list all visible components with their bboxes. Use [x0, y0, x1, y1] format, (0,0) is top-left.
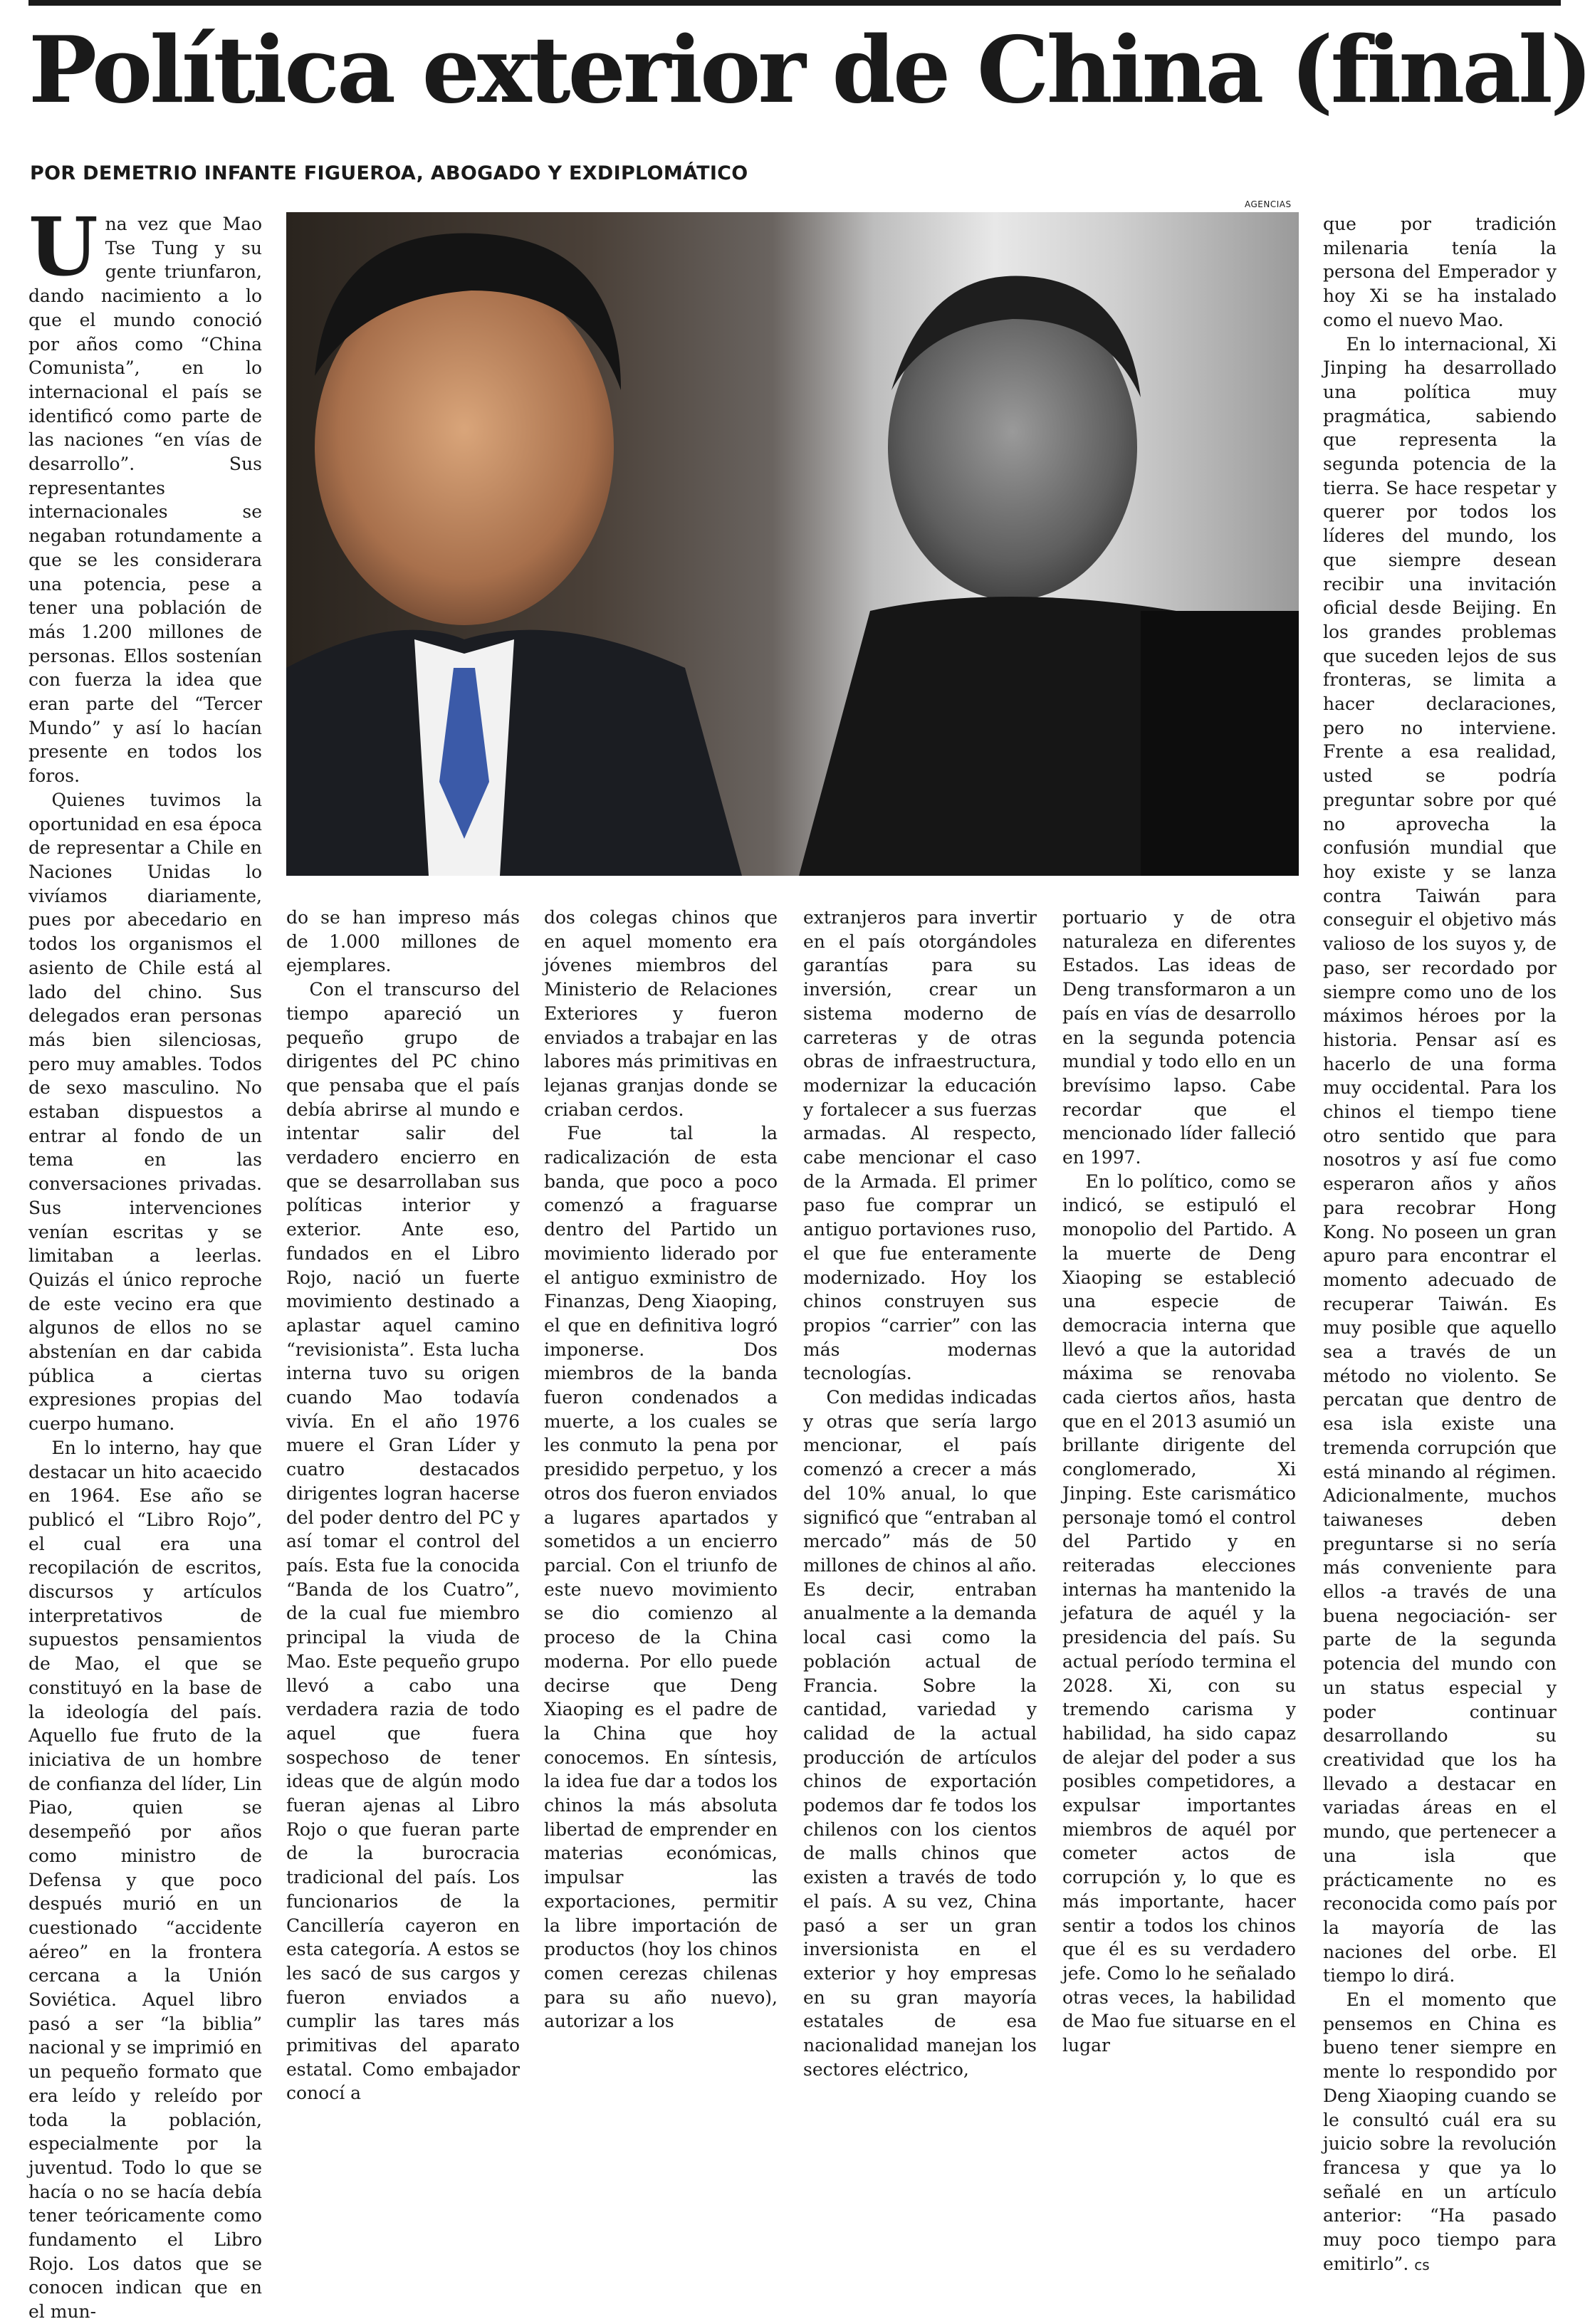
closing-paragraph-text: En el momento que pensemos en China es bueno tener siempre en mente lo respondido por Deng Xiaoping cuando se le consultó cuál era su juicio sobre la revolución francesa y que ya lo señalé en un artículo anterior: “Ha pasado muy poco tiempo para emitirlo”.: [1323, 1989, 1557, 2274]
portrait-illustration: [286, 212, 1299, 876]
end-mark: cs: [1414, 2256, 1430, 2273]
top-rule: [28, 0, 1561, 6]
column-3: [544, 906, 778, 2032]
paragraph: do se han impreso más de 1.000 millones de ejemplares.: [286, 907, 520, 976]
column-4: [803, 906, 1037, 2080]
paragraph: portuario y de otra naturaleza en diferentes Estados. Las ideas de Deng transformaron a un país en vías de desarrollo en la segunda potencia mundial y todo ello en un brevísimo lapso. Cabe recordar que el mencionado líder falleció en 1997.: [1062, 907, 1296, 1168]
column-6: [1323, 212, 1557, 2274]
paragraph: [1323, 1988, 1557, 2277]
photo-credit: AGENCIAS: [1245, 199, 1292, 209]
paragraph: Fue tal la radicalización de esta banda, que poco a poco comenzó a fraguarse dentro del Partido un movimiento liderado por el antiguo exministro de Finanzas, Deng Xiaoping, el que en definitiva logró imponerse. Dos miembros de la banda fueron condenados a muerte, a los cuales se les conmuto la pena por presidido perpetuo, y los otros dos fueron enviados a lugares apartados y sometidos a un encierro parcial. Con el triunfo de este nuevo movimiento se dio comienzo al proceso de la China moderna. Por ello puede decirse que Deng Xiaoping es el padre de la China que hoy conocemos. En síntesis, la idea fue dar a todos los chinos la más absoluta libertad de emprender en materias económicas, impulsar las exportaciones, permitir la libre importación de productos (hoy los chinos comen cerezas chilenas para su año nuevo), autorizar a los: [544, 1123, 778, 2032]
paragraph: Con medidas indicadas y otras que sería largo mencionar, el país comenzó a crecer a más del 10% anual, lo que significó que “entraban al mercado” más de 50 millones de chinos al año. Es decir, entraban anualmente a la demanda local casi como la población actual de Francia. Sobre la cantidad, variedad y calidad de la actual producción de artículos chinos de exportación podemos dar fe todos los chilenos con los cientos de malls chinos que existen a través de todo el país. A su vez, China pasó a ser un gran inversionista en el exterior y hoy empresas en su gran mayoría estatales de esa nacionalidad manejan los sectores eléctrico,: [803, 1387, 1037, 2080]
paragraph: Quienes tuvimos la oportunidad en esa época de representar a Chile en Naciones Unidas lo vivíamos diariamente, pues por abecedario en todos los organismos el asiento de Chile está al lado del chino. Sus delegados eran personas más bien silenciosas, pero muy amables. Todos de sexo masculino. No estaban dispuestos a entrar al fondo de un tema en las conversaciones privadas. Sus intervenciones venían escritas y se limitaban a leerlas. Quizás el único reproche de este vecino era que algunos de ellos no se abstenían en dar cabida pública a ciertas expresiones propias del cuerpo humano.: [28, 789, 262, 1435]
paragraph: extranjeros para invertir en el país otorgándoles garantías para su inversión, crear un sistema moderno de carreteras y de otras obras de infraestructura, modernizar la educación y fortalecer a sus fuerzas armadas. Al respecto, cabe mencionar el caso de la Armada. El primer paso fue comprar un antiguo portaviones ruso, el que fue enteramente modernizado. Hoy los chinos construyen sus propios “carrier” con las más modernas tecnologías.: [803, 907, 1037, 1384]
paragraph: na vez que Mao Tse Tung y su gente triunfaron, dando nacimiento a lo que el mundo conoció por años como “China Comunista”, en lo internacional el país se identificó como parte de las naciones “en vías de desarrollo”. Sus representantes internacionales se negaban rotundamente a que se les considerara una potencia, pese a tener una población de más 1.200 millones de personas. Ellos sostenían con fuerza la idea que eran parte del “Tercer Mundo” y así lo hacían presente en todos los foros.: [28, 214, 262, 787]
paragraph: En lo político, como se indicó, se estipuló el monopolio del Partido. A la muerte de Deng Xiaoping se estableció una especie de democracia interna que llevó a que la autoridad máxima se renovaba cada ciertos años, hasta que en el 2013 asumió un brillante dirigente del conglomerado, Xi Jinping. Este carismático personaje tomó el control del Partido y en reiteradas elecciones internas ha mantenido la jefatura de aquél y la presidencia del país. Su actual período termina el 2028. Xi, con su tremendo carisma y habilidad, ha sido capaz de alejar del poder a sus posibles competidores, a expulsar importantes miembros de aquél por cometer actos de corrupción y, lo que es más importante, hacer sentir a todos los chinos que él es su verdadero jefe. Como lo he señalado otras veces, la habilidad de Mao fue situarse en el lugar: [1062, 1171, 1296, 2056]
drop-cap: U: [28, 201, 98, 294]
column-2: [286, 906, 520, 2104]
article-headline: Política exterior de China (final): [28, 17, 1590, 124]
byline: POR DEMETRIO INFANTE FIGUEROA, ABOGADO Y EXDIPLOMÁTICO: [30, 162, 748, 184]
column-5: [1062, 906, 1296, 2056]
paragraph: que por tradición milenaria tenía la persona del Emperador y hoy Xi se ha instalado como el nuevo Mao.: [1323, 214, 1557, 330]
paragraph: En lo internacional, Xi Jinping ha desarrollado una política muy pragmática, sabiendo que representa la segunda potencia de la tierra. Se hace respetar y querer por todos los líderes del mundo, los que siempre desean recibir una invitación oficial desde Beijing. En los grandes problemas que suceden lejos de sus fronteras, se limita a hacer declaraciones, pero no interviene. Frente a esa realidad, usted se podría preguntar sobre por qué no aprovecha la confusión mundial que hoy existe y se lanza contra Taiwán para conseguir el objetivo más valioso de los suyos y, de paso, ser recordado por siempre como uno de los máximos héroes por la historia. Pensar así es hacerlo de una forma muy occidental. Para los chinos el tiempo tiene otro sentido que para nosotros y así fue como esperaron años y años para recobrar Hong Kong. No poseen un gran apuro para encontrar el momento adecuado de recuperar Taiwán. Es muy posible que aquello sea a través de un método no violento. Se percatan que dentro de esa isla existe una tremenda corrupción que está minando al régimen. Adicionalmente, muchos taiwaneses deben preguntarse si no sería más conveniente para ellos -a través de una buena negociación- ser parte de la segunda potencia del mundo con un status especial y poder continuar desarrollando su creatividad que los ha llevado a destacar en variadas áreas en el mundo, que pertenecer a una isla que prácticamente no es reconocida como país por la mayoría de las naciones del orbe. El tiempo lo dirá.: [1323, 333, 1557, 1987]
chair-back: [1141, 611, 1299, 876]
paragraph: Con el transcurso del tiempo apareció un pequeño grupo de dirigentes del PC chino que pensaba que el país debía abrirse al mundo e intentar salir del verdadero encierro en que se desarrollaban sus políticas interior y exterior. Ante eso, fundados en el Libro Rojo, nació un fuerte movimiento destinado a aplastar aquel camino “revisionista”. Esta lucha interna tuvo su origen cuando Mao todavía vivía. En el año 1976 muere el Gran Líder y cuatro destacados dirigentes logran hacerse del poder dentro del PC y así tomar el control del país. Esta fue la conocida “Banda de los Cuatro”, de la cual fue miembro principal la viuda de Mao. Este pequeño grupo llevó a cabo una verdadera razia de todo aquel que fuera sospechoso de tener ideas que de algún modo fueran ajenas al Libro Rojo o que fueran parte de la burocracia tradicional del país. Los funcionarios de la Cancillería cayeron en esta categoría. A estos se les sacó de sus cargos y fueron enviados a cumplir las tares más primitivas del aparato estatal. Como embajador conocí a: [286, 979, 520, 2104]
paragraph: En lo interno, hay que destacar un hito acaecido en 1964. Ese año se publicó el “Libro Rojo”, el cual era una recopilación de escritos, discursos y artículos interpretativos de supuestos pensamientos de Mao, el que se constituyó en la base de la ideología del país. Aquello fue fruto de la iniciativa de un hombre de confianza del líder, Lin Piao, quien se desempeñó por años como ministro de Defensa y que poco después murió en un cuestionado “accidente aéreo” en la frontera cercana a la Unión Soviética. Aquel libro pasó a ser “la biblia” nacional y se imprimió en un pequeño formato que era leído y releído por toda la población, especialmente por la juventud. Todo lo que se hacía o no se hacía debía tener teóricamente como fundamento el Libro Rojo. Los datos que se conocen indican que en el mun-: [28, 1437, 262, 2323]
left-suit: [286, 630, 742, 876]
column-1: [28, 201, 262, 2323]
paragraph: dos colegas chinos que en aquel momento era jóvenes miembros del Ministerio de Relaciones Exteriores y fueron enviados a trabajar en las labores más primitivas en lejanas granjas donde se criaban cerdos.: [544, 907, 778, 1120]
photo-xi-jinping-deng-xiaoping: [286, 212, 1299, 876]
